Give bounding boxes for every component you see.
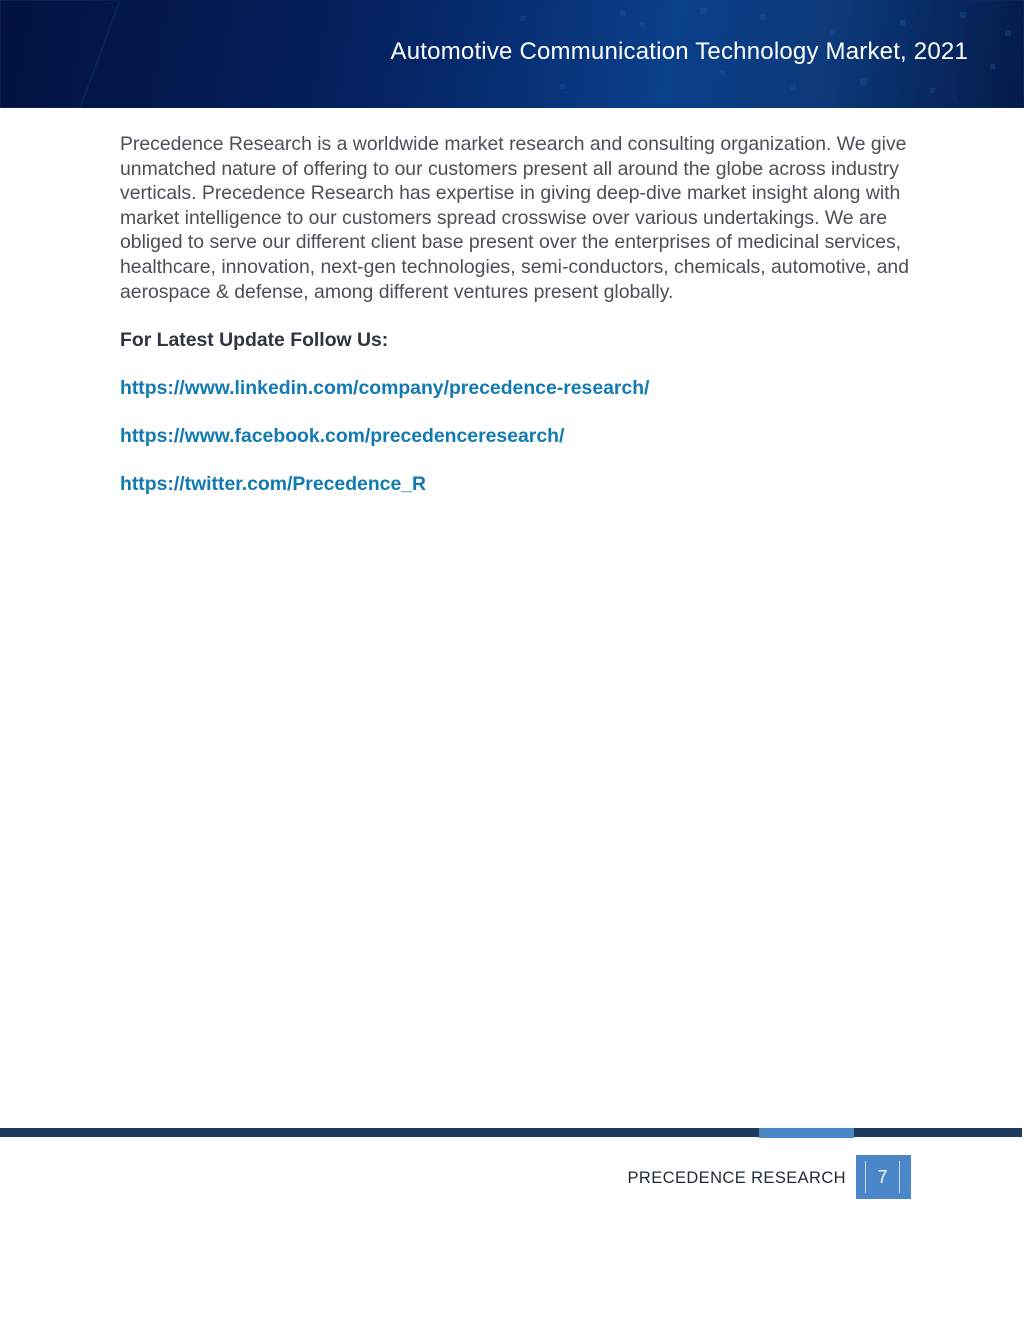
linkedin-link[interactable]: https://www.linkedin.com/company/precedence-research/ (120, 377, 650, 400)
main-content (120, 132, 920, 496)
header-banner (0, 0, 1024, 108)
footer-accent-bar (759, 1128, 854, 1138)
facebook-link[interactable]: https://www.facebook.com/precedenceresearch/ (120, 425, 565, 448)
footer-brand: PRECEDENCE RESEARCH (627, 1169, 846, 1187)
about-paragraph: Precedence Research is a worldwide market research and consulting organization. We give unmatched nature of offering to our customers present all around the globe across industry verticals. Precedence Research has expertise in giving deep-dive market insight along with market intelligence to our customers spread crosswise over various undertakings. We are obliged to serve our different client base present over the enterprises of medicinal services, healthcare, innovation, next-gen technologies, semi-conductors, chemicals, automotive, and aerospace & defense, among different ventures present globally. (120, 133, 909, 303)
page-number: 7 (865, 1161, 900, 1193)
follow-heading: For Latest Update Follow Us: (120, 329, 389, 352)
page-number-box (856, 1155, 911, 1199)
twitter-link[interactable]: https://twitter.com/Precedence_R (120, 473, 427, 496)
footer-divider (0, 1128, 1022, 1137)
page-title: Automotive Communication Technology Market, 2021 (390, 38, 968, 65)
